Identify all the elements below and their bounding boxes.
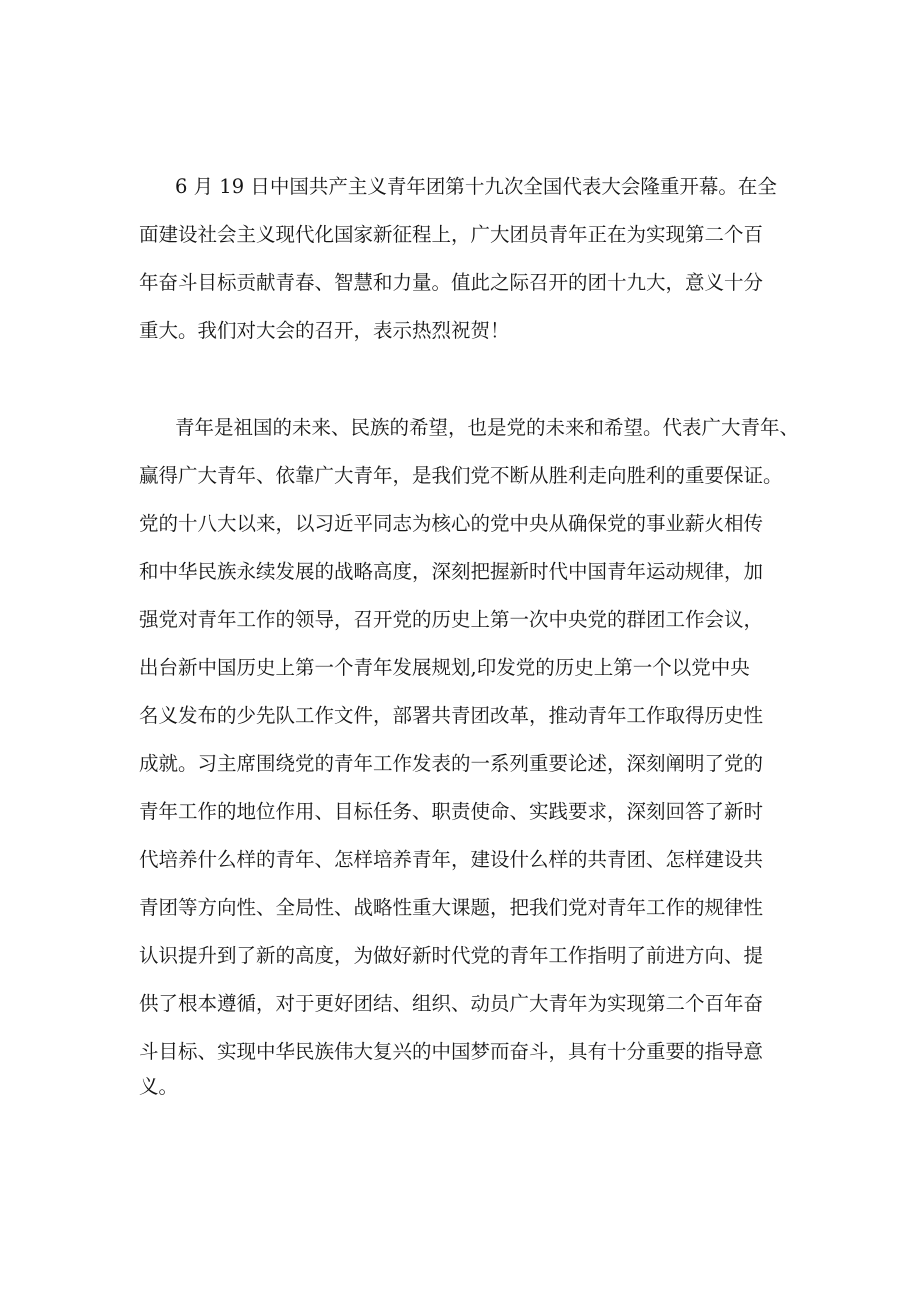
paragraph-line: 强党对青年工作的领导，召开党的历史上第一次中央党的群团工作会议， [139, 608, 764, 631]
paragraph-line: 青年是祖国的未来、民族的希望，也是党的未来和希望。代表广大青年、 [175, 416, 800, 439]
paragraph-line: 和中华民族永续发展的战略高度，深刻把握新时代中国青年运动规律，加 [139, 560, 764, 583]
paragraph-line: 成就。习主席围绕党的青年工作发表的一系列重要论述，深刻阐明了党的 [139, 752, 764, 775]
paragraph-line: 供了根本遵循，对于更好团结、组织、动员广大青年为实现第二个百年奋 [139, 992, 764, 1015]
paragraph-line: 代培养什么样的青年、怎样培养青年，建设什么样的共青团、怎样建设共 [139, 848, 764, 871]
paragraph-line: 斗目标、实现中华民族伟大复兴的中国梦而奋斗，具有十分重要的指导意 [139, 1040, 764, 1063]
paragraph-line: 面建设社会主义现代化国家新征程上，广大团员青年正在为实现第二个百 [139, 223, 764, 246]
paragraph-line: 青年工作的地位作用、目标任务、职责使命、实践要求，深刻回答了新时 [139, 800, 764, 823]
paragraph-line: 赢得广大青年、依靠广大青年，是我们党不断从胜利走向胜利的重要保证。 [139, 464, 783, 487]
paragraph-line: 重大。我们对大会的召开，表示热烈祝贺！ [139, 319, 510, 342]
paragraph-line: 名义发布的少先队工作文件，部署共青团改革，推动青年工作取得历史性 [139, 704, 764, 727]
paragraph-line: 年奋斗目标贡献青春、智慧和力量。值此之际召开的团十九大，意义十分 [139, 271, 764, 294]
paragraph-line: 6 月 19 日中国共产主义青年团第十九次全国代表大会隆重开幕。在全 [175, 175, 777, 198]
paragraph-line: 义。 [139, 1075, 179, 1098]
paragraph-line: 认识提升到了新的高度，为做好新时代党的青年工作指明了前进方向、提 [139, 944, 764, 967]
paragraph-line: 出台新中国历史上第一个青年发展规划,印发党的历史上第一个以党中央 [139, 656, 750, 679]
paragraph-line: 党的十八大以来，以习近平同志为核心的党中央从确保党的事业薪火相传 [139, 512, 764, 535]
paragraph-line: 青团等方向性、全局性、战略性重大课题，把我们党对青年工作的规律性 [139, 896, 764, 919]
